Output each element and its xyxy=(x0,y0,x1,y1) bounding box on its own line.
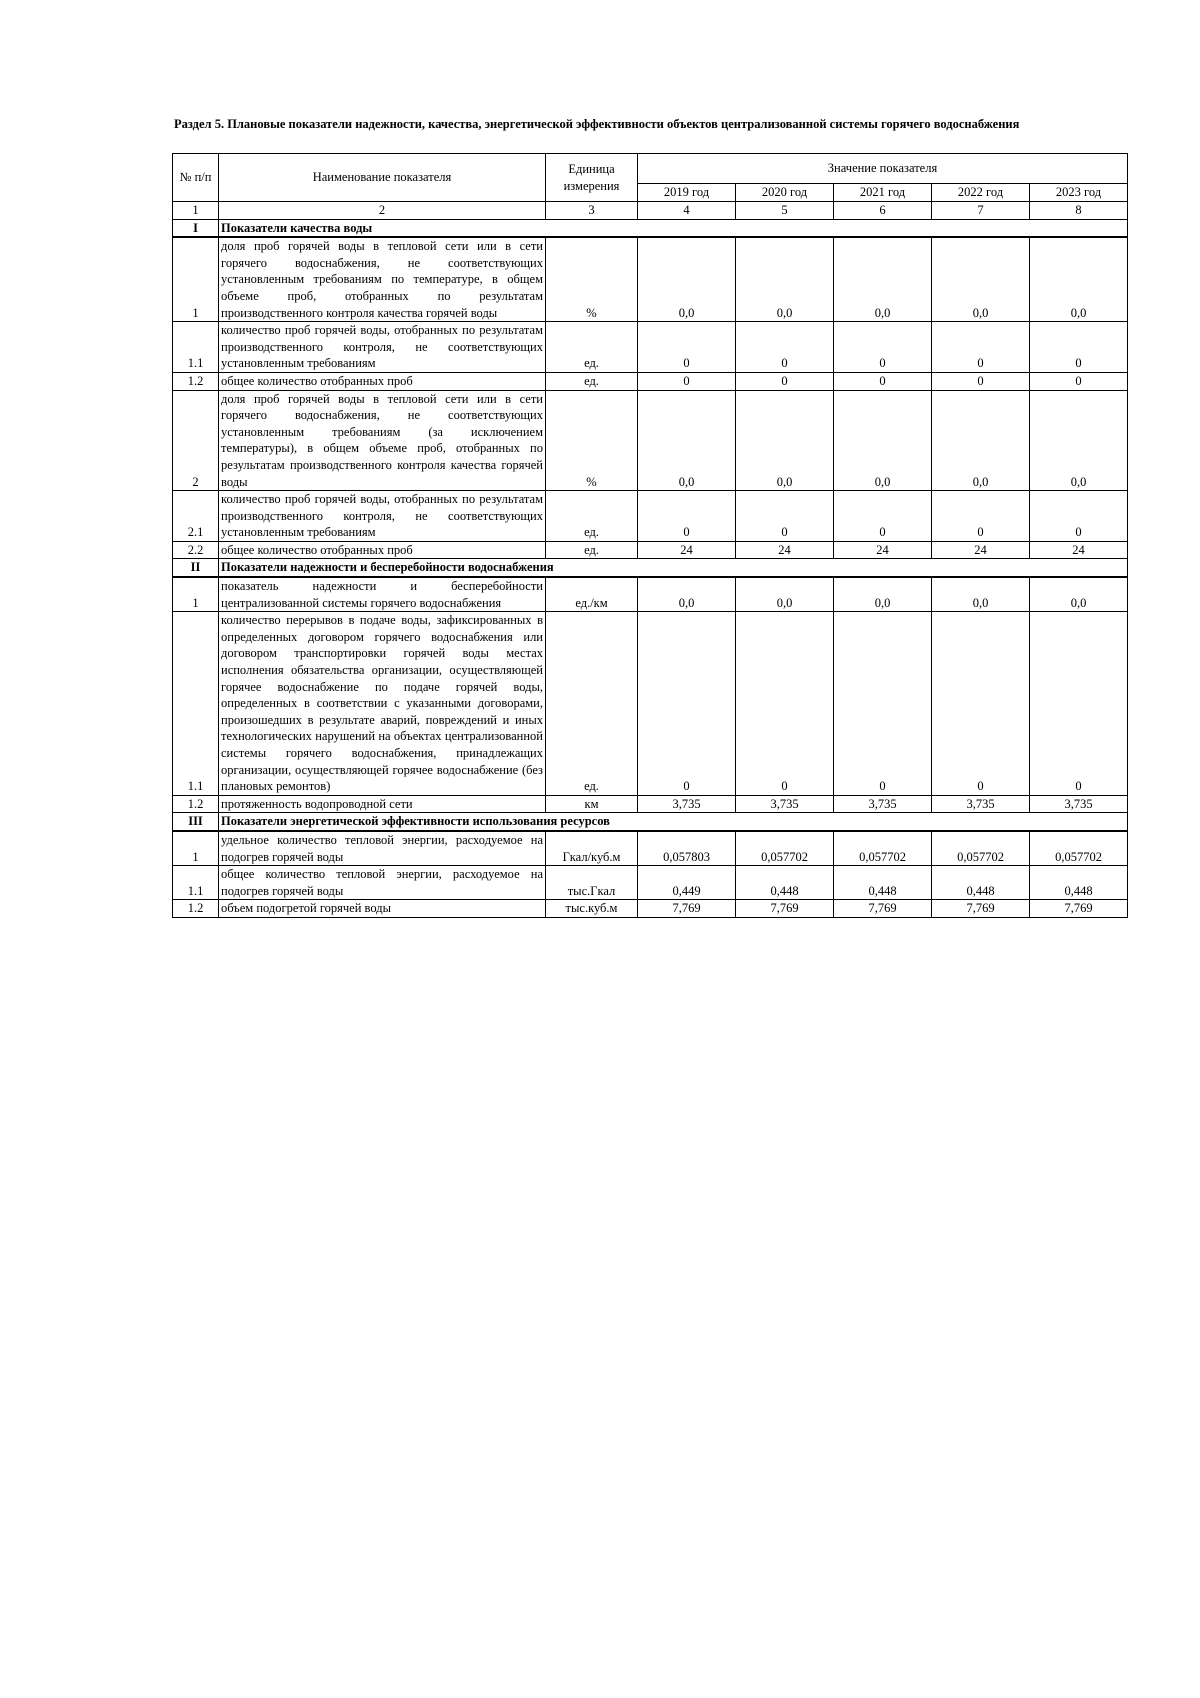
header-name: Наименование показателя xyxy=(219,154,546,202)
row-value: 0,057702 xyxy=(1030,831,1128,866)
row-value: 0,0 xyxy=(638,390,736,491)
row-num: 1 xyxy=(173,831,219,866)
row-value: 7,769 xyxy=(638,900,736,918)
row-value: 0,448 xyxy=(736,866,834,900)
row-value: 0 xyxy=(1030,491,1128,542)
row-name: протяженность водопроводной сети xyxy=(219,795,546,813)
header-unit: Единица измерения xyxy=(546,154,638,202)
row-value: 0 xyxy=(1030,322,1128,373)
section-title: Показатели качества воды xyxy=(219,219,1128,237)
row-name: количество перерывов в подаче воды, зафиксированных в определенных договором горячего водоснабжения или договором транспортировки горячей воды местах исполнения обязательства организации, осуществляющей горячее водоснабжение по подаче горячей воды, определенных в соответствии с указанными договорами, произошедших в результате аварий, повреждений и иных технологических нарушений на объектах централизованной системы горячего водоснабжения, принадлежащих организации, осуществляющей горячее водоснабжение (без плановых ремонтов) xyxy=(219,612,546,796)
document-title: Раздел 5. Плановые показатели надежности, качества, энергетической эффективности объектов централизованной системы горячего водоснабжения xyxy=(174,117,1020,131)
row-value: 0,0 xyxy=(736,237,834,321)
header-year: 2020 год xyxy=(736,184,834,202)
section-row xyxy=(173,813,1128,831)
column-number: 2 xyxy=(219,202,546,220)
row-num: 1.1 xyxy=(173,866,219,900)
row-name: количество проб горячей воды, отобранных по результатам производственного контроля, не соответствующих установленным требованиям xyxy=(219,491,546,542)
row-value: 0 xyxy=(1030,372,1128,390)
row-value: 3,735 xyxy=(834,795,932,813)
row-unit: ед. xyxy=(546,491,638,542)
row-num: 1 xyxy=(173,237,219,321)
section-num: II xyxy=(173,559,219,577)
column-number: 6 xyxy=(834,202,932,220)
table-row xyxy=(173,577,1128,612)
indicators-table-wrapper xyxy=(172,153,1128,918)
row-value: 0,0 xyxy=(1030,390,1128,491)
row-value: 0,448 xyxy=(834,866,932,900)
row-value: 0,0 xyxy=(638,237,736,321)
row-value: 0,057702 xyxy=(834,831,932,866)
table-row xyxy=(173,541,1128,559)
table-row xyxy=(173,900,1128,918)
row-value: 0,449 xyxy=(638,866,736,900)
column-number-row xyxy=(173,202,1128,220)
header-row-1 xyxy=(173,154,1128,184)
row-name: общее количество отобранных проб xyxy=(219,541,546,559)
section-row xyxy=(173,559,1128,577)
row-value: 0,0 xyxy=(834,577,932,612)
row-num: 2.1 xyxy=(173,491,219,542)
table-row xyxy=(173,795,1128,813)
row-num: 2.2 xyxy=(173,541,219,559)
row-value: 24 xyxy=(932,541,1030,559)
row-unit: тыс.Гкал xyxy=(546,866,638,900)
row-name: количество проб горячей воды, отобранных по результатам производственного контроля, не соответствующих установленным требованиям xyxy=(219,322,546,373)
row-value: 0 xyxy=(736,322,834,373)
row-value: 3,735 xyxy=(638,795,736,813)
row-value: 0,057702 xyxy=(736,831,834,866)
row-unit: Гкал/куб.м xyxy=(546,831,638,866)
row-value: 0,0 xyxy=(932,390,1030,491)
row-value: 0 xyxy=(932,322,1030,373)
column-number: 5 xyxy=(736,202,834,220)
table-row xyxy=(173,866,1128,900)
row-value: 7,769 xyxy=(932,900,1030,918)
row-value: 0,0 xyxy=(834,237,932,321)
row-name: доля проб горячей воды в тепловой сети или в сети горячего водоснабжения, не соответствующих установленным требованиям по температуре, в общем объеме проб, отобранных по результатам производственного контроля качества горячей воды xyxy=(219,237,546,321)
header-year: 2019 год xyxy=(638,184,736,202)
row-value: 0 xyxy=(736,372,834,390)
row-value: 0 xyxy=(834,372,932,390)
row-value: 0,0 xyxy=(1030,577,1128,612)
row-value: 0 xyxy=(932,612,1030,796)
row-value: 3,735 xyxy=(1030,795,1128,813)
row-value: 0 xyxy=(834,612,932,796)
row-value: 0,0 xyxy=(736,390,834,491)
row-value: 0 xyxy=(834,322,932,373)
row-value: 0,448 xyxy=(1030,866,1128,900)
header-value-group: Значение показателя xyxy=(638,154,1128,184)
row-value: 0,0 xyxy=(932,237,1030,321)
row-value: 0 xyxy=(638,491,736,542)
row-value: 0 xyxy=(1030,612,1128,796)
row-num: 1.2 xyxy=(173,372,219,390)
section-title: Показатели энергетической эффективности использования ресурсов xyxy=(219,813,1128,831)
table-row xyxy=(173,322,1128,373)
header-year: 2021 год xyxy=(834,184,932,202)
row-value: 0 xyxy=(932,491,1030,542)
row-unit: ед. xyxy=(546,372,638,390)
row-num: 2 xyxy=(173,390,219,491)
row-value: 0,0 xyxy=(932,577,1030,612)
row-num: 1.1 xyxy=(173,322,219,373)
row-value: 0,057803 xyxy=(638,831,736,866)
row-value: 0 xyxy=(736,612,834,796)
row-value: 24 xyxy=(834,541,932,559)
row-value: 7,769 xyxy=(1030,900,1128,918)
row-value: 0 xyxy=(638,322,736,373)
section-title: Показатели надежности и бесперебойности водоснабжения xyxy=(219,559,1128,577)
row-value: 0,0 xyxy=(736,577,834,612)
row-value: 0 xyxy=(932,372,1030,390)
column-number: 3 xyxy=(546,202,638,220)
row-value: 0,0 xyxy=(1030,237,1128,321)
row-name: показатель надежности и бесперебойности централизованной системы горячего водоснабжения xyxy=(219,577,546,612)
row-value: 0,0 xyxy=(638,577,736,612)
section-row xyxy=(173,219,1128,237)
row-value: 0 xyxy=(638,612,736,796)
row-num: 1.2 xyxy=(173,900,219,918)
row-value: 7,769 xyxy=(834,900,932,918)
table-row xyxy=(173,390,1128,491)
header-year: 2022 год xyxy=(932,184,1030,202)
row-unit: % xyxy=(546,390,638,491)
row-name: доля проб горячей воды в тепловой сети или в сети горячего водоснабжения, не соответствующих установленным требованиям (за исключением температуры), в общем объеме проб, отобранных по результатам производственного контроля качества горячей воды xyxy=(219,390,546,491)
row-num: 1.2 xyxy=(173,795,219,813)
row-unit: ед. xyxy=(546,322,638,373)
table-row xyxy=(173,237,1128,321)
row-value: 0,057702 xyxy=(932,831,1030,866)
row-name: объем подогретой горячей воды xyxy=(219,900,546,918)
table-row xyxy=(173,831,1128,866)
header-year: 2023 год xyxy=(1030,184,1128,202)
indicators-table xyxy=(172,153,1128,918)
row-value: 7,769 xyxy=(736,900,834,918)
row-value: 3,735 xyxy=(932,795,1030,813)
row-num: 1.1 xyxy=(173,612,219,796)
row-unit: ед./км xyxy=(546,577,638,612)
header-num: № п/п xyxy=(173,154,219,202)
section-num: I xyxy=(173,219,219,237)
row-unit: ед. xyxy=(546,541,638,559)
row-value: 0,448 xyxy=(932,866,1030,900)
table-row xyxy=(173,372,1128,390)
row-num: 1 xyxy=(173,577,219,612)
row-value: 0,0 xyxy=(834,390,932,491)
row-unit: % xyxy=(546,237,638,321)
row-unit: тыс.куб.м xyxy=(546,900,638,918)
column-number: 1 xyxy=(173,202,219,220)
row-unit: км xyxy=(546,795,638,813)
row-unit: ед. xyxy=(546,612,638,796)
column-number: 8 xyxy=(1030,202,1128,220)
row-name: удельное количество тепловой энергии, расходуемое на подогрев горячей воды xyxy=(219,831,546,866)
row-value: 0 xyxy=(834,491,932,542)
column-number: 7 xyxy=(932,202,1030,220)
row-value: 24 xyxy=(736,541,834,559)
row-value: 3,735 xyxy=(736,795,834,813)
row-value: 24 xyxy=(638,541,736,559)
row-value: 0 xyxy=(736,491,834,542)
column-number: 4 xyxy=(638,202,736,220)
table-row xyxy=(173,612,1128,796)
row-name: общее количество тепловой энергии, расходуемое на подогрев горячей воды xyxy=(219,866,546,900)
row-value: 24 xyxy=(1030,541,1128,559)
section-num: III xyxy=(173,813,219,831)
row-name: общее количество отобранных проб xyxy=(219,372,546,390)
row-value: 0 xyxy=(638,372,736,390)
table-row xyxy=(173,491,1128,542)
